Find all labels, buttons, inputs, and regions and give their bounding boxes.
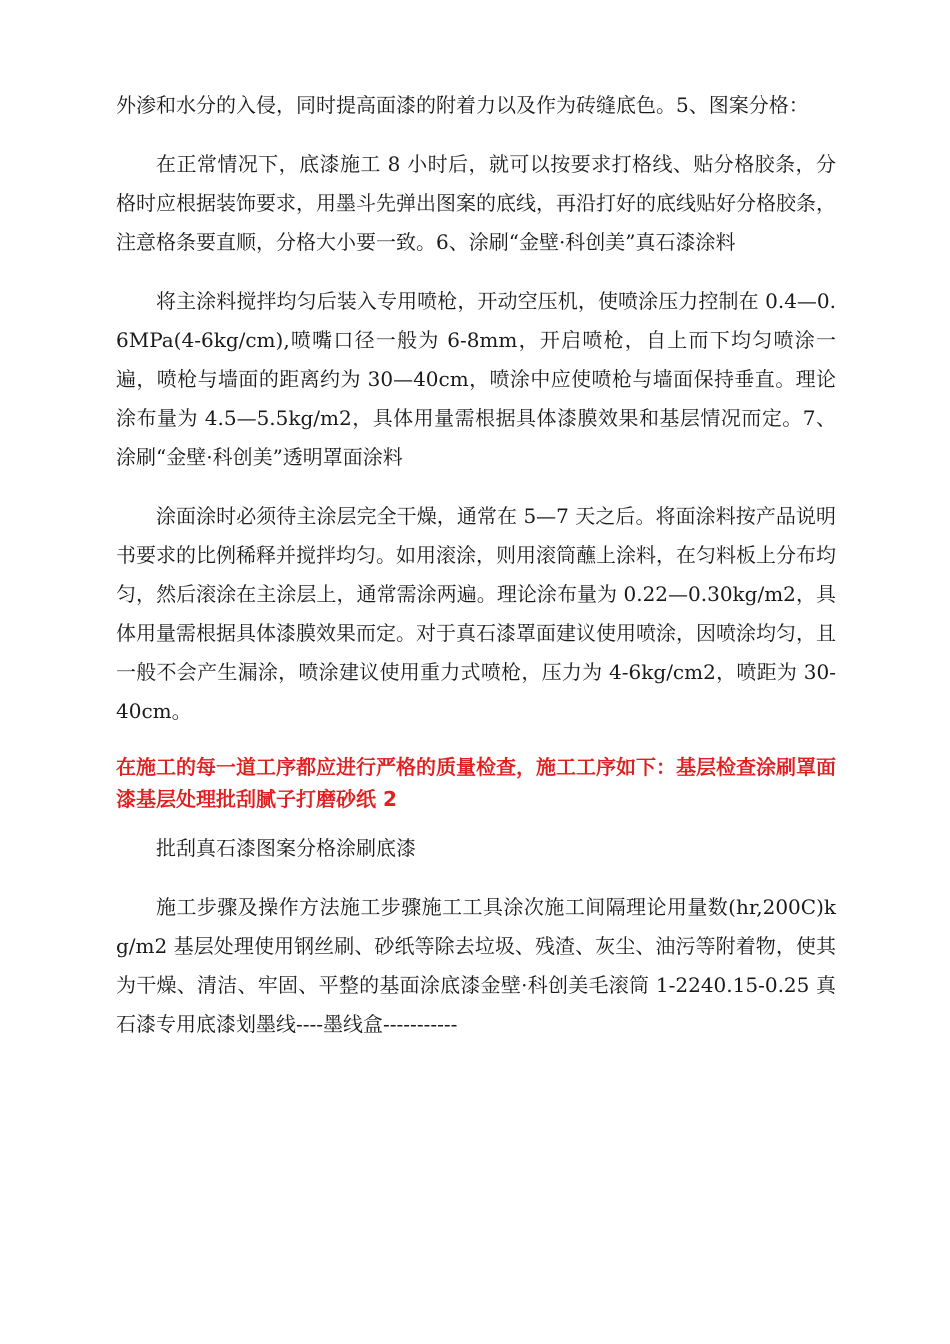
paragraph-6: 施工步骤及操作方法施工步骤施工工具涂次施工间隔理论用量数(hr,200C)kg/m2 基层处理使用钢丝刷、砂纸等除去垃圾、残渣、灰尘、油污等附着物，使其为干燥、清洁、牢固、平整的基面涂底漆金壁·科创美毛滚筒 1-2240.15-0.25 真石漆专用底漆划墨线----墨线盒-----------: [116, 895, 836, 1036]
paragraph-3: 将主涂料搅拌均匀后装入专用喷枪，开动空压机，使喷涂压力控制在 0.4—0.6MPa(4-6kg/cm),喷嘴口径一般为 6-8mm，开启喷枪，自上而下均匀喷涂一遍，喷枪与墙面的距离约为 30—40cm，喷涂中应使喷枪与墙面保持垂直。理论涂布量为 4.5—5.5kg/m2，具体用量需根据具体漆膜效果和基层情况而定。7、涂刷“金壁·科创美”透明罩面涂料: [116, 289, 836, 469]
paragraph-5: 批刮真石漆图案分格涂刷底漆: [156, 836, 416, 860]
paragraph-2: 在正常情况下，底漆施工 8 小时后，就可以按要求打格线、贴分格胶条，分格时应根据装饰要求，用墨斗先弹出图案的底线，再沿打好的底线贴好分格胶条，注意格条要直顺，分格大小要一致。6、涂刷“金壁·科创美”真石漆涂料: [116, 152, 836, 254]
section-heading: 在施工的每一道工序都应进行严格的质量检查，施工工序如下：基层检查涂刷罩面漆基层处理批刮腻子打磨砂纸 2: [116, 755, 836, 811]
paragraph-1: 外渗和水分的入侵，同时提高面漆的附着力以及作为砖缝底色。5、图案分格：: [116, 93, 809, 117]
paragraph-4: 涂面涂时必须待主涂层完全干燥，通常在 5—7 天之后。将面涂料按产品说明书要求的比例稀释并搅拌均匀。如用滚涂，则用滚筒蘸上涂料，在匀料板上分布均匀，然后滚涂在主涂层上，通常需涂两遍。理论涂布量为 0.22—0.30kg/m2，具体用量需根据具体漆膜效果而定。对于真石漆罩面建议使用喷涂，因喷涂均匀，且一般不会产生漏涂，喷涂建议使用重力式喷枪，压力为 4-6kg/cm2，喷距为 30-40cm。: [116, 504, 836, 723]
document-body: [116, 86, 836, 1064]
